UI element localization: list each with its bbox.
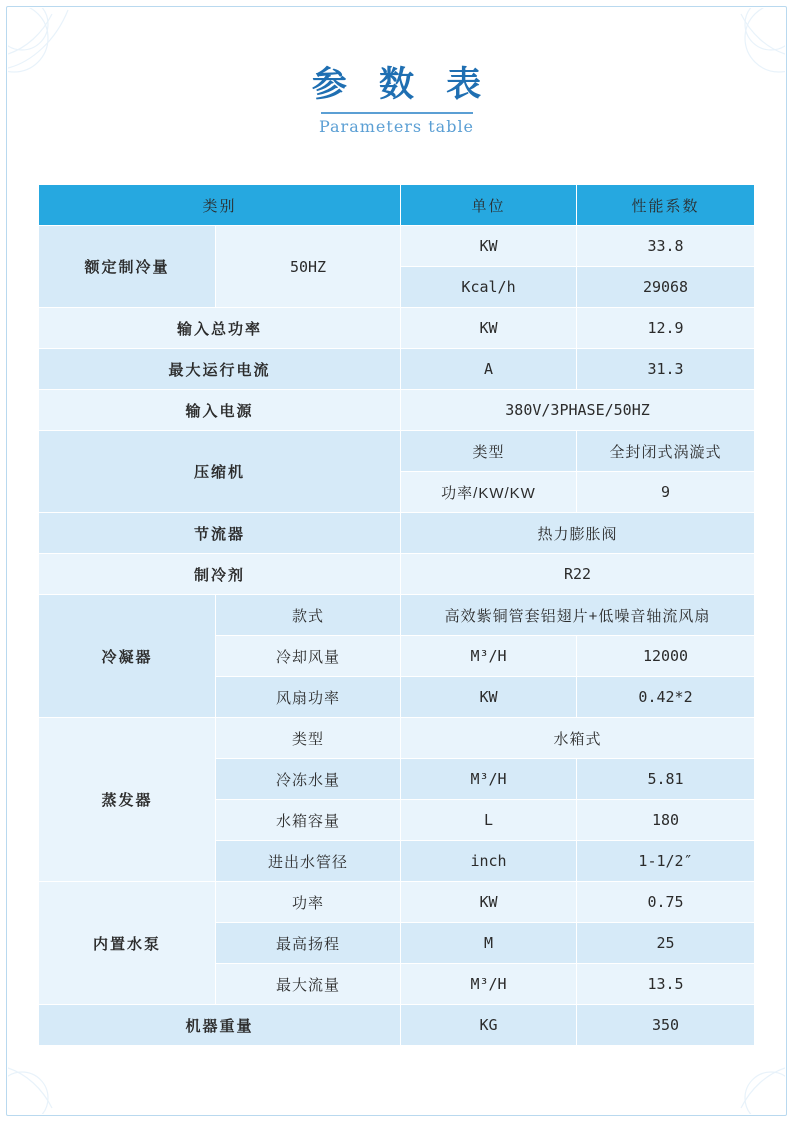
row-value: 9 — [577, 472, 755, 513]
row-value: 0.42*2 — [577, 677, 755, 718]
table-row — [39, 349, 755, 390]
table-row — [39, 595, 755, 636]
table-row — [39, 1005, 755, 1046]
row-value: 25 — [577, 923, 755, 964]
page-title — [0, 62, 793, 136]
row-unit: KW — [401, 677, 577, 718]
row-value: 180 — [577, 800, 755, 841]
row-value: 水箱式 — [401, 718, 755, 759]
row-sublabel: 最高扬程 — [216, 923, 401, 964]
row-unit: Kcal/h — [401, 267, 577, 308]
row-unit: KW — [401, 882, 577, 923]
row-label: 蒸发器 — [39, 718, 216, 882]
table-header-row — [39, 185, 755, 226]
table-row — [39, 390, 755, 431]
row-sublabel: 进出水管径 — [216, 841, 401, 882]
column-header-unit: 单位 — [401, 185, 577, 226]
row-value: 350 — [577, 1005, 755, 1046]
row-value: 29068 — [577, 267, 755, 308]
page-title-en: Parameters table — [318, 117, 475, 136]
row-sublabel: 风扇功率 — [216, 677, 401, 718]
table-row — [39, 513, 755, 554]
row-unit: KW — [401, 226, 577, 267]
row-unit: KG — [401, 1005, 577, 1046]
row-unit: A — [401, 349, 577, 390]
table-row — [39, 226, 755, 267]
column-header-category: 类别 — [39, 185, 401, 226]
row-sublabel: 水箱容量 — [216, 800, 401, 841]
table-row — [39, 308, 755, 349]
row-unit: inch — [401, 841, 577, 882]
row-value: 12000 — [577, 636, 755, 677]
row-value: 31.3 — [577, 349, 755, 390]
row-sublabel: 类型 — [401, 431, 577, 472]
row-value: 12.9 — [577, 308, 755, 349]
row-unit: M — [401, 923, 577, 964]
table-row — [39, 718, 755, 759]
row-value: 全封闭式涡漩式 — [577, 431, 755, 472]
column-header-coefficient: 性能系数 — [577, 185, 755, 226]
row-sublabel: 功率 — [216, 882, 401, 923]
row-value: 380V/3PHASE/50HZ — [401, 390, 755, 431]
row-label: 制冷剂 — [39, 554, 401, 595]
row-unit: KW — [401, 308, 577, 349]
row-label: 机器重量 — [39, 1005, 401, 1046]
row-value: 高效紫铜管套铝翅片+低噪音轴流风扇 — [401, 595, 755, 636]
row-unit: M³/H — [401, 964, 577, 1005]
row-label: 压缩机 — [39, 431, 401, 513]
row-sublabel: 功率/KW/KW — [401, 472, 577, 513]
row-label: 输入电源 — [39, 390, 401, 431]
row-sublabel: 50HZ — [216, 226, 401, 308]
table-row — [39, 554, 755, 595]
row-sublabel: 冷却风量 — [216, 636, 401, 677]
table-row — [39, 431, 755, 472]
row-unit: M³/H — [401, 759, 577, 800]
row-value: 13.5 — [577, 964, 755, 1005]
row-unit: L — [401, 800, 577, 841]
row-value: R22 — [401, 554, 755, 595]
row-value: 0.75 — [577, 882, 755, 923]
title-divider — [321, 112, 473, 114]
row-unit: M³/H — [401, 636, 577, 677]
row-value: 热力膨胀阀 — [401, 513, 755, 554]
row-label: 冷凝器 — [39, 595, 216, 718]
row-value: 33.8 — [577, 226, 755, 267]
page-title-cn: 参 数 表 — [311, 64, 492, 105]
row-sublabel: 款式 — [216, 595, 401, 636]
parameters-table — [38, 184, 755, 1046]
table-row — [39, 882, 755, 923]
row-sublabel: 类型 — [216, 718, 401, 759]
row-sublabel: 最大流量 — [216, 964, 401, 1005]
row-label: 节流器 — [39, 513, 401, 554]
row-value: 1-1/2″ — [577, 841, 755, 882]
row-label: 额定制冷量 — [39, 226, 216, 308]
row-label: 输入总功率 — [39, 308, 401, 349]
row-sublabel: 冷冻水量 — [216, 759, 401, 800]
row-label: 内置水泵 — [39, 882, 216, 1005]
row-value: 5.81 — [577, 759, 755, 800]
row-label: 最大运行电流 — [39, 349, 401, 390]
